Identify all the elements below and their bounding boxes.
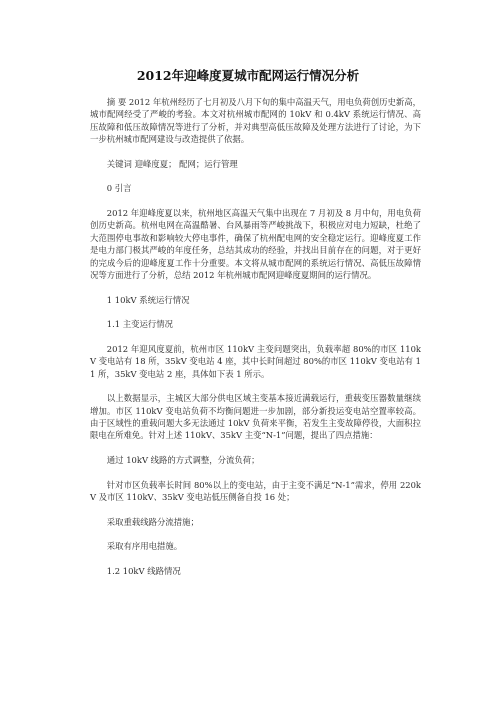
measure-item-1: 通过 10kV 线路的方式调整，分流负荷； bbox=[106, 455, 260, 466]
measure-item-2: 针对市区负载率长时间 80%以上的变电站，由于主变不满足“N-1”需求，停用 220kV 及市区 110kV、35kV 变电站低压侧备自投 16 处； bbox=[90, 479, 421, 503]
abstract: 摘 要 2012 年杭州经历了七月初及八月下旬的集中高温天气，用电负荷创历史新高，城市配网经受了严峻的考验。本文对杭州城市配网的 10kV 和 0.4kV 系统运行情况、高压故障和低压故障情况等进行了分析，并对典型高低压故障及处理方法进行了讨论，为下一步杭州城市配网建设与改造提供了依据。 bbox=[90, 97, 421, 145]
measure-item-4: 采取有序用电措施。 bbox=[106, 541, 183, 552]
body-paragraph-analysis: 以上数据显示，主城区大部分供电区域主变基本接近满载运行，重载变压器数量继续增加。市区 110kV 变电站负荷不均衡问题进一步加剧，部分新投运变电站空置率较高。由于区域性的重载问题大多无法通过 10kV 负荷来平衡，若发生主变故障停役，大面积拉限电在所难免。针对上述 110kV、35kV 主变“N-1”问题，提出了四点措施： bbox=[90, 393, 421, 441]
intro-paragraph: 2012 年迎峰度夏以来，杭州地区高温天气集中出现在 7 月初及 8 月中旬，用电负荷创历史新高。杭州电网在高温酷暑、台风暴雨等严峻挑战下，积极应对电力短缺，杜绝了大范围停电事故和影响较大停电事件，确保了杭州配电网的安全稳定运行。迎峰度夏工作是电力部门极其严峻的年度任务，总结其成功的经验，并找出目前存在的问题，对于更好的完成今后的迎峰度夏工作十分重要。本文将从城市配网的系统运行情况、高低压故障情况等方面进行了分析，总结 2012 年杭州城市配网迎峰度夏期间的运行情况。 bbox=[90, 208, 421, 281]
body-paragraph-transformer: 2012 年迎风度夏前，杭州市区 110kV 主变问题突出，负载率超 80%的市区 110kV 变电站有 18 所，35kV 变电站 4 座，其中长时间超过 80%的市区 110kV 变电站有 11 所，35kV 变电站 2 座，具体如下表 1 所示。 bbox=[90, 343, 421, 379]
subsection-heading-1-1: 1.1 主变运行情况 bbox=[106, 319, 174, 330]
section-heading-intro: 0 引言 bbox=[106, 183, 132, 194]
paper-body bbox=[90, 96, 421, 589]
measure-item-3: 采取重载线路分流措施； bbox=[106, 516, 199, 527]
keywords: 关键词 迎峰度夏； 配网；运行管理 bbox=[106, 158, 238, 169]
section-heading-1: 1 10kV 系统运行情况 bbox=[106, 294, 190, 305]
paper-title: 2012年迎峰度夏城市配网运行情况分析 bbox=[136, 68, 360, 83]
subsection-heading-1-2: 1.2 10kV 线路情况 bbox=[106, 565, 181, 576]
